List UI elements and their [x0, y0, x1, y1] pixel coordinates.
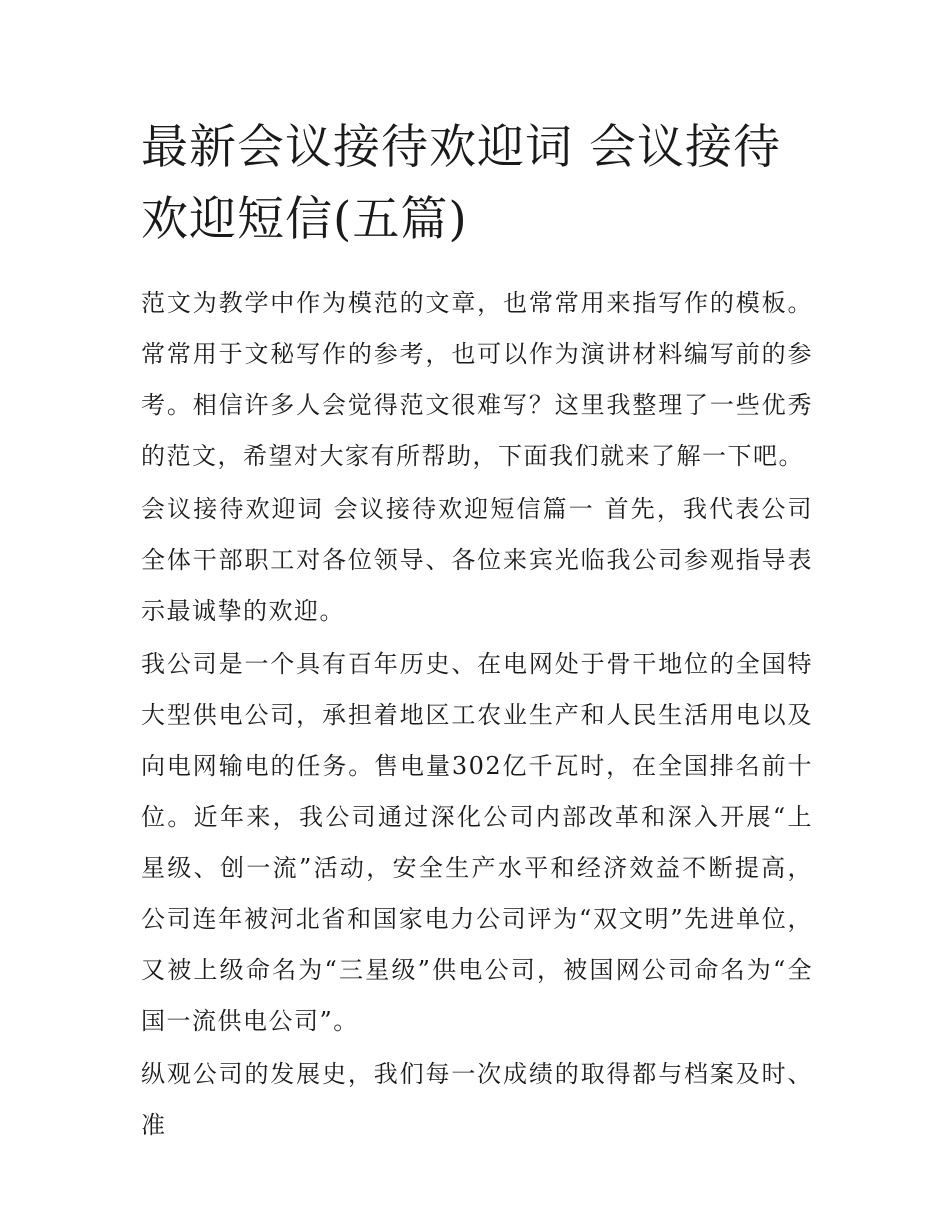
paragraph-history: 纵观公司的发展史，我们每一次成绩的取得都与档案及时、准	[141, 1060, 813, 1139]
document-page	[141, 112, 813, 1153]
document-title: 最新会议接待欢迎词 会议接待欢迎短信(五篇)	[141, 120, 781, 247]
paragraph-welcome: 会议接待欢迎词 会议接待欢迎短信篇一 首先，我代表公司全体干部职工对各位领导、各位来宾光临我公司参观指导表示最诚挚的欢迎。	[141, 495, 813, 625]
paragraph-intro: 范文为教学中作为模范的文章，也常常用来指写作的模板。常常用于文秘写作的参考，也可以作为演讲材料编写前的参考。相信许多人会觉得范文很难写？这里我整理了一些优秀的范文，希望对大家有所帮助，下面我们就来了解一下吧。	[141, 289, 813, 470]
paragraph-company-profile: 我公司是一个具有百年历史、在电网处于骨干地位的全国特大型供电公司，承担着地区工农业生产和人民生活用电以及向电网输电的任务。售电量302亿千瓦时，在全国排名前十位。近年来，我公司通过深化公司内部改革和深入开展“上星级、创一流”活动，安全生产水平和经济效益不断提高，公司连年被河北省和国家电力公司评为“双文明”先进单位，又被上级命名为“三星级”供电公司，被国网公司命名为“全国一流供电公司”。	[141, 650, 813, 1035]
